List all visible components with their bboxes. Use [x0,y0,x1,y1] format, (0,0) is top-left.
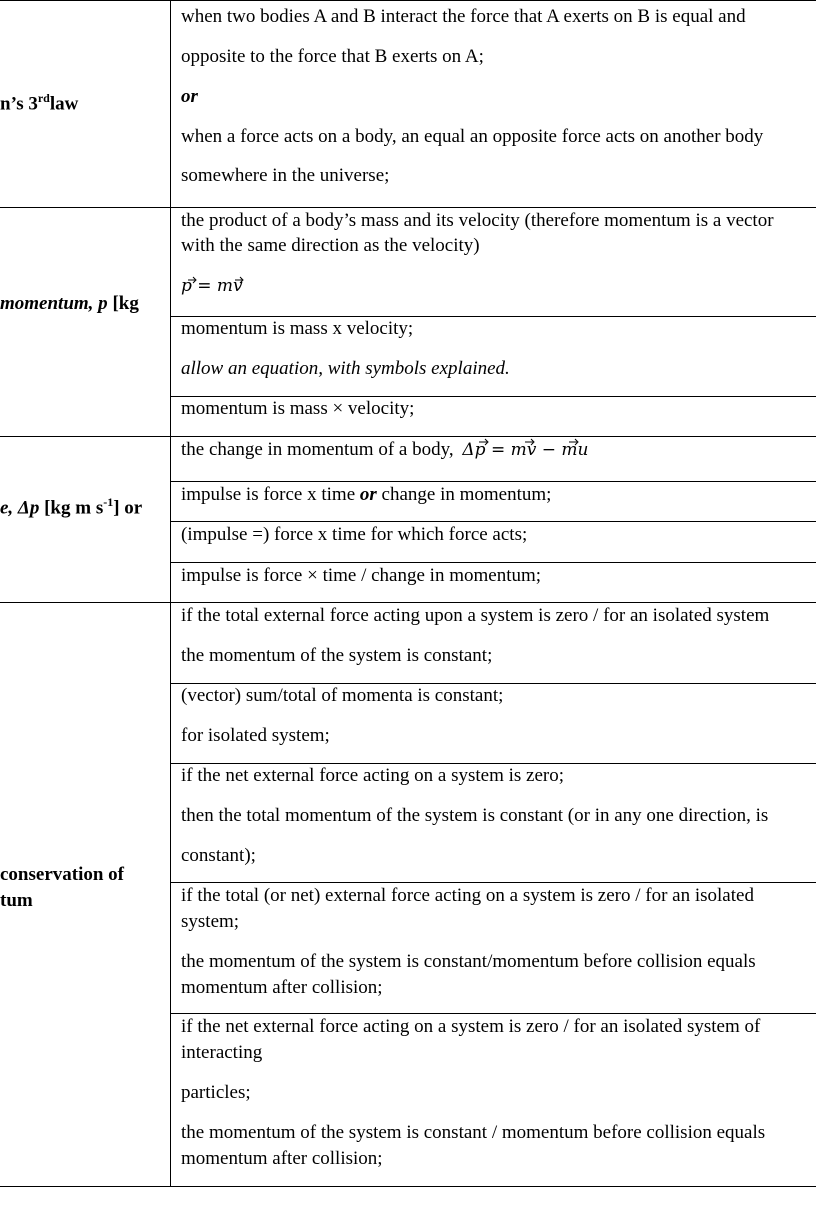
definition-line: the product of a body’s mass and its velocity (therefore momentum is a vector [181,210,774,231]
definition-line: when two bodies A and B interact the force that A exerts on B is equal and [181,6,746,27]
definition-line: if the total (or net) external force acting on a system is zero / for an isolated [181,885,754,906]
definition-line: (vector) sum/total of momenta is constant; [181,685,504,706]
definition-line: interacting [181,1042,263,1063]
definition-line: when a force acts on a body, an equal an opposite force acts on another body [181,126,764,147]
definition-line: constant); [181,845,256,866]
definition-note: allow an equation, with symbols explained. [181,358,510,379]
term-conservation-of-momentum-line2: tum [0,890,33,911]
definition-line: for isolated system; [181,725,330,746]
definition-line: with the same direction as the velocity) [181,235,480,256]
term-newtons-third-law: n’s 3rdlaw [0,91,79,115]
term-momentum: momentum, p [kg [0,293,139,314]
definition-line: then the total momentum of the system is constant (or in any one direction, is [181,805,769,826]
definition-line: impulse is force × time / change in momentum; [181,565,542,586]
definition-line: momentum is mass × velocity; [181,398,415,419]
definition-line: momentum after collision; [181,1148,383,1169]
row-divider [0,1186,816,1187]
definition-line: (impulse =) force x time for which force acts; [181,524,528,545]
definition-line: if the net external force acting on a system is zero; [181,765,565,786]
column-divider [170,0,171,1186]
definition-or: or [181,86,198,107]
definition-line: impulse is force x time or change in momentum; [181,484,552,505]
definition-line: somewhere in the universe; [181,165,390,186]
definition-line: the momentum of the system is constant; [181,645,493,666]
row-divider [0,0,816,1]
definition-line: system; [181,911,240,932]
momentum-equation: p = mv [181,273,243,299]
definition-line: the momentum of the system is constant/momentum before collision equals [181,951,756,972]
definition-line: momentum after collision; [181,977,383,998]
definition-line: the momentum of the system is constant / momentum before collision equals [181,1122,766,1143]
definition-line: if the net external force acting on a system is zero / for an isolated system of [181,1016,761,1037]
definition-line: particles; [181,1082,251,1103]
term-conservation-of-momentum: conservation of [0,864,125,885]
definition-line: the change in momentum of a body, Δp = mv − mu [181,437,588,463]
definition-line: momentum is mass x velocity; [181,318,414,339]
definition-line: opposite to the force that B exerts on A; [181,46,484,67]
impulse-equation: Δp = mv − mu [462,437,588,463]
momentum-equation-graphic [181,273,261,303]
impulse-equation-arrows [462,435,592,449]
definition-line: if the total external force acting upon a system is zero / for an isolated system [181,605,770,626]
term-impulse: e, Δp [kg m $s^{-1}$] or [0,495,143,519]
